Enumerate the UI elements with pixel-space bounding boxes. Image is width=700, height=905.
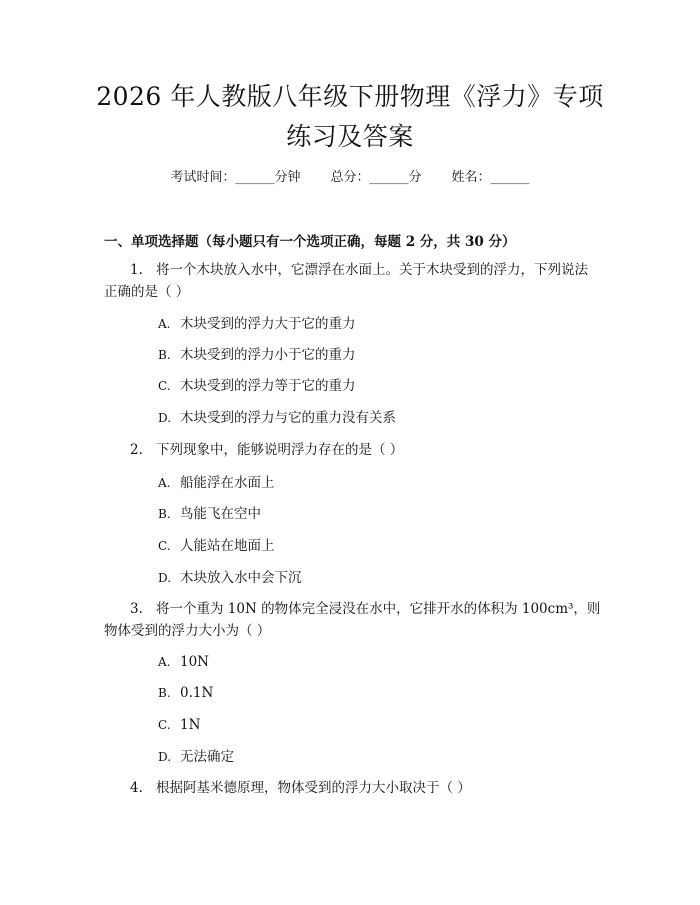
- question-1-line1: [104, 259, 604, 281]
- question-3-option-a: [158, 652, 209, 672]
- document-title-line2: 练习及答案: [286, 122, 414, 151]
- question-text: 下列现象中，能够说明浮力存在的是（ ）: [156, 442, 404, 458]
- question-3-line2: 物体受到的浮力大小为（ ）: [104, 623, 271, 639]
- question-1-option-c: [158, 376, 356, 396]
- option-text: 0.1N: [180, 685, 214, 701]
- option-letter: A.: [158, 317, 171, 331]
- option-letter: B.: [158, 507, 171, 521]
- question-3-line1: [104, 598, 604, 620]
- question-4-line1: [104, 777, 604, 799]
- question-1-option-a: [158, 314, 356, 334]
- option-text: 鸟能飞在空中: [180, 506, 261, 522]
- option-text: 1N: [180, 717, 201, 733]
- option-letter: A.: [158, 476, 171, 490]
- question-2-option-c: [158, 536, 275, 556]
- option-text: 无法确定: [180, 749, 234, 765]
- option-letter: B.: [158, 686, 171, 700]
- option-text: 10N: [180, 654, 209, 670]
- question-number: 1.: [130, 262, 143, 278]
- option-letter: B.: [158, 348, 171, 362]
- option-letter: C.: [158, 379, 171, 393]
- question-1-line2: 正确的是（ ）: [104, 284, 190, 300]
- document-title-line1: 2026 年人教版八年级下册物理《浮力》专项: [96, 82, 604, 111]
- option-text: 人能站在地面上: [180, 538, 275, 554]
- total-score-field: 总分：______分: [330, 170, 422, 185]
- option-text: 木块放入水中会下沉: [180, 570, 302, 586]
- question-2-option-d: [158, 568, 302, 588]
- option-letter: D.: [158, 411, 172, 425]
- exam-time-field: 考试时间：______分钟: [170, 170, 301, 185]
- section-heading-single-choice: 一、单项选择题（每小题只有一个选项正确，每题 2 分，共 30 分）: [104, 234, 516, 250]
- option-letter: D.: [158, 750, 172, 764]
- question-number: 2.: [130, 442, 143, 458]
- question-1-option-b: [158, 345, 356, 365]
- question-1-option-d: [158, 408, 396, 428]
- question-text: 将一个重为 10N 的物体完全浸没在水中，它排开水的体积为 100cm³，则: [156, 601, 601, 617]
- option-letter: C.: [158, 718, 171, 732]
- exam-info-line: [0, 168, 700, 188]
- question-text: 根据阿基米德原理，物体受到的浮力大小取决于（ ）: [156, 780, 471, 796]
- question-3-option-c: [158, 715, 200, 735]
- option-text: 木块受到的浮力等于它的重力: [180, 378, 356, 394]
- question-number: 4.: [130, 780, 143, 796]
- question-2-option-b: [158, 504, 261, 524]
- question-3-option-d: [158, 747, 234, 767]
- option-text: 木块受到的浮力大于它的重力: [180, 316, 356, 332]
- question-number: 3.: [130, 601, 143, 617]
- option-letter: C.: [158, 539, 171, 553]
- option-text: 木块受到的浮力小于它的重力: [180, 347, 356, 363]
- question-text: 将一个木块放入水中，它漂浮在水面上。关于木块受到的浮力，下列说法: [156, 262, 588, 278]
- question-2-line1: [104, 439, 604, 461]
- option-text: 船能浮在水面上: [180, 475, 275, 491]
- option-letter: D.: [158, 571, 172, 585]
- question-2-option-a: [158, 473, 275, 493]
- option-letter: A.: [158, 655, 171, 669]
- option-text: 木块受到的浮力与它的重力没有关系: [180, 410, 396, 426]
- name-field: 姓名：______: [451, 170, 530, 185]
- question-3-option-b: [158, 683, 213, 703]
